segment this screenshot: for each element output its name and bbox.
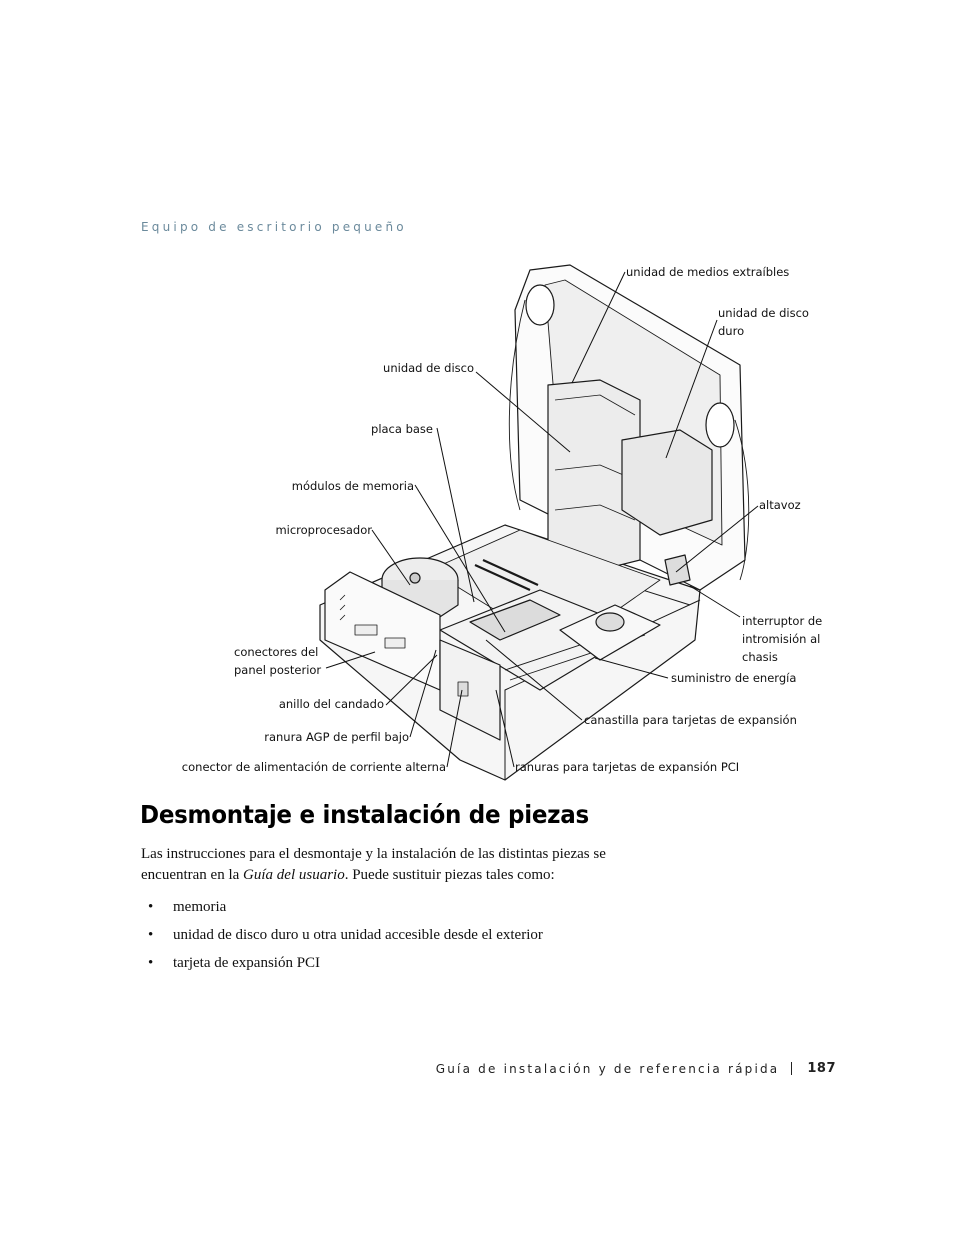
callout-power-supply: suministro de energía — [671, 671, 797, 685]
footer-divider — [791, 1062, 792, 1075]
callout-motherboard: placa base — [371, 422, 433, 436]
user-guide-title: Guía del usuario — [243, 867, 345, 883]
callout-memory-modules: módulos de memoria — [291, 479, 414, 493]
callout-microprocessor: microprocesador — [275, 523, 372, 537]
page-footer — [436, 1061, 836, 1076]
callout-rear-panel-connectors: conectores del panel posterior — [234, 645, 322, 677]
callout-removable-media-drive: unidad de medios extraíbles — [626, 265, 790, 279]
hard-drive-box — [622, 430, 712, 535]
list-item-text: tarjeta de expansión PCI — [173, 955, 321, 971]
intro-text-end: . Puede sustituir piezas tales como: — [344, 867, 555, 883]
list-item-text: unidad de disco duro u otra unidad accesible desde el exterior — [173, 927, 543, 943]
bullet-icon: • — [148, 927, 154, 943]
intro-paragraph — [141, 844, 661, 886]
list-item — [141, 952, 543, 980]
footer-title: Guía de instalación y de referencia rápida — [435, 1061, 780, 1076]
parts-list — [141, 896, 543, 980]
callout-agp-slot: ranura AGP de perfil bajo — [264, 730, 409, 744]
list-item-text: memoria — [173, 899, 227, 915]
bullet-icon: • — [148, 955, 154, 971]
section-title: Desmontaje e instalación de piezas — [140, 800, 589, 829]
callout-disk-drive: unidad de disco — [383, 361, 474, 375]
list-item — [141, 924, 543, 952]
callout-ac-power-connector: conector de alimentación de corriente alterna — [181, 760, 446, 774]
intrusion-switch-part — [665, 555, 690, 585]
list-item — [141, 896, 543, 924]
callout-card-cage: canastilla para tarjetas de expansión — [584, 713, 797, 727]
callout-speaker: altavoz — [759, 498, 801, 512]
page-number: 187 — [807, 1061, 836, 1076]
intro-text-start: Las instrucciones para el desmontaje y la instalación de las distintas piezas se encuentran en la — [141, 846, 606, 883]
callout-intrusion-switch: interruptor de intromisión al chasis — [742, 614, 823, 664]
section-header: Equipo de escritorio pequeño — [141, 220, 407, 234]
bullet-icon: • — [148, 899, 154, 915]
callout-pci-slots: ranuras para tarjetas de expansión PCI — [515, 760, 740, 774]
callout-padlock-ring: anillo del candado — [278, 697, 384, 711]
callout-hard-drive: unidad de disco duro — [718, 306, 809, 338]
